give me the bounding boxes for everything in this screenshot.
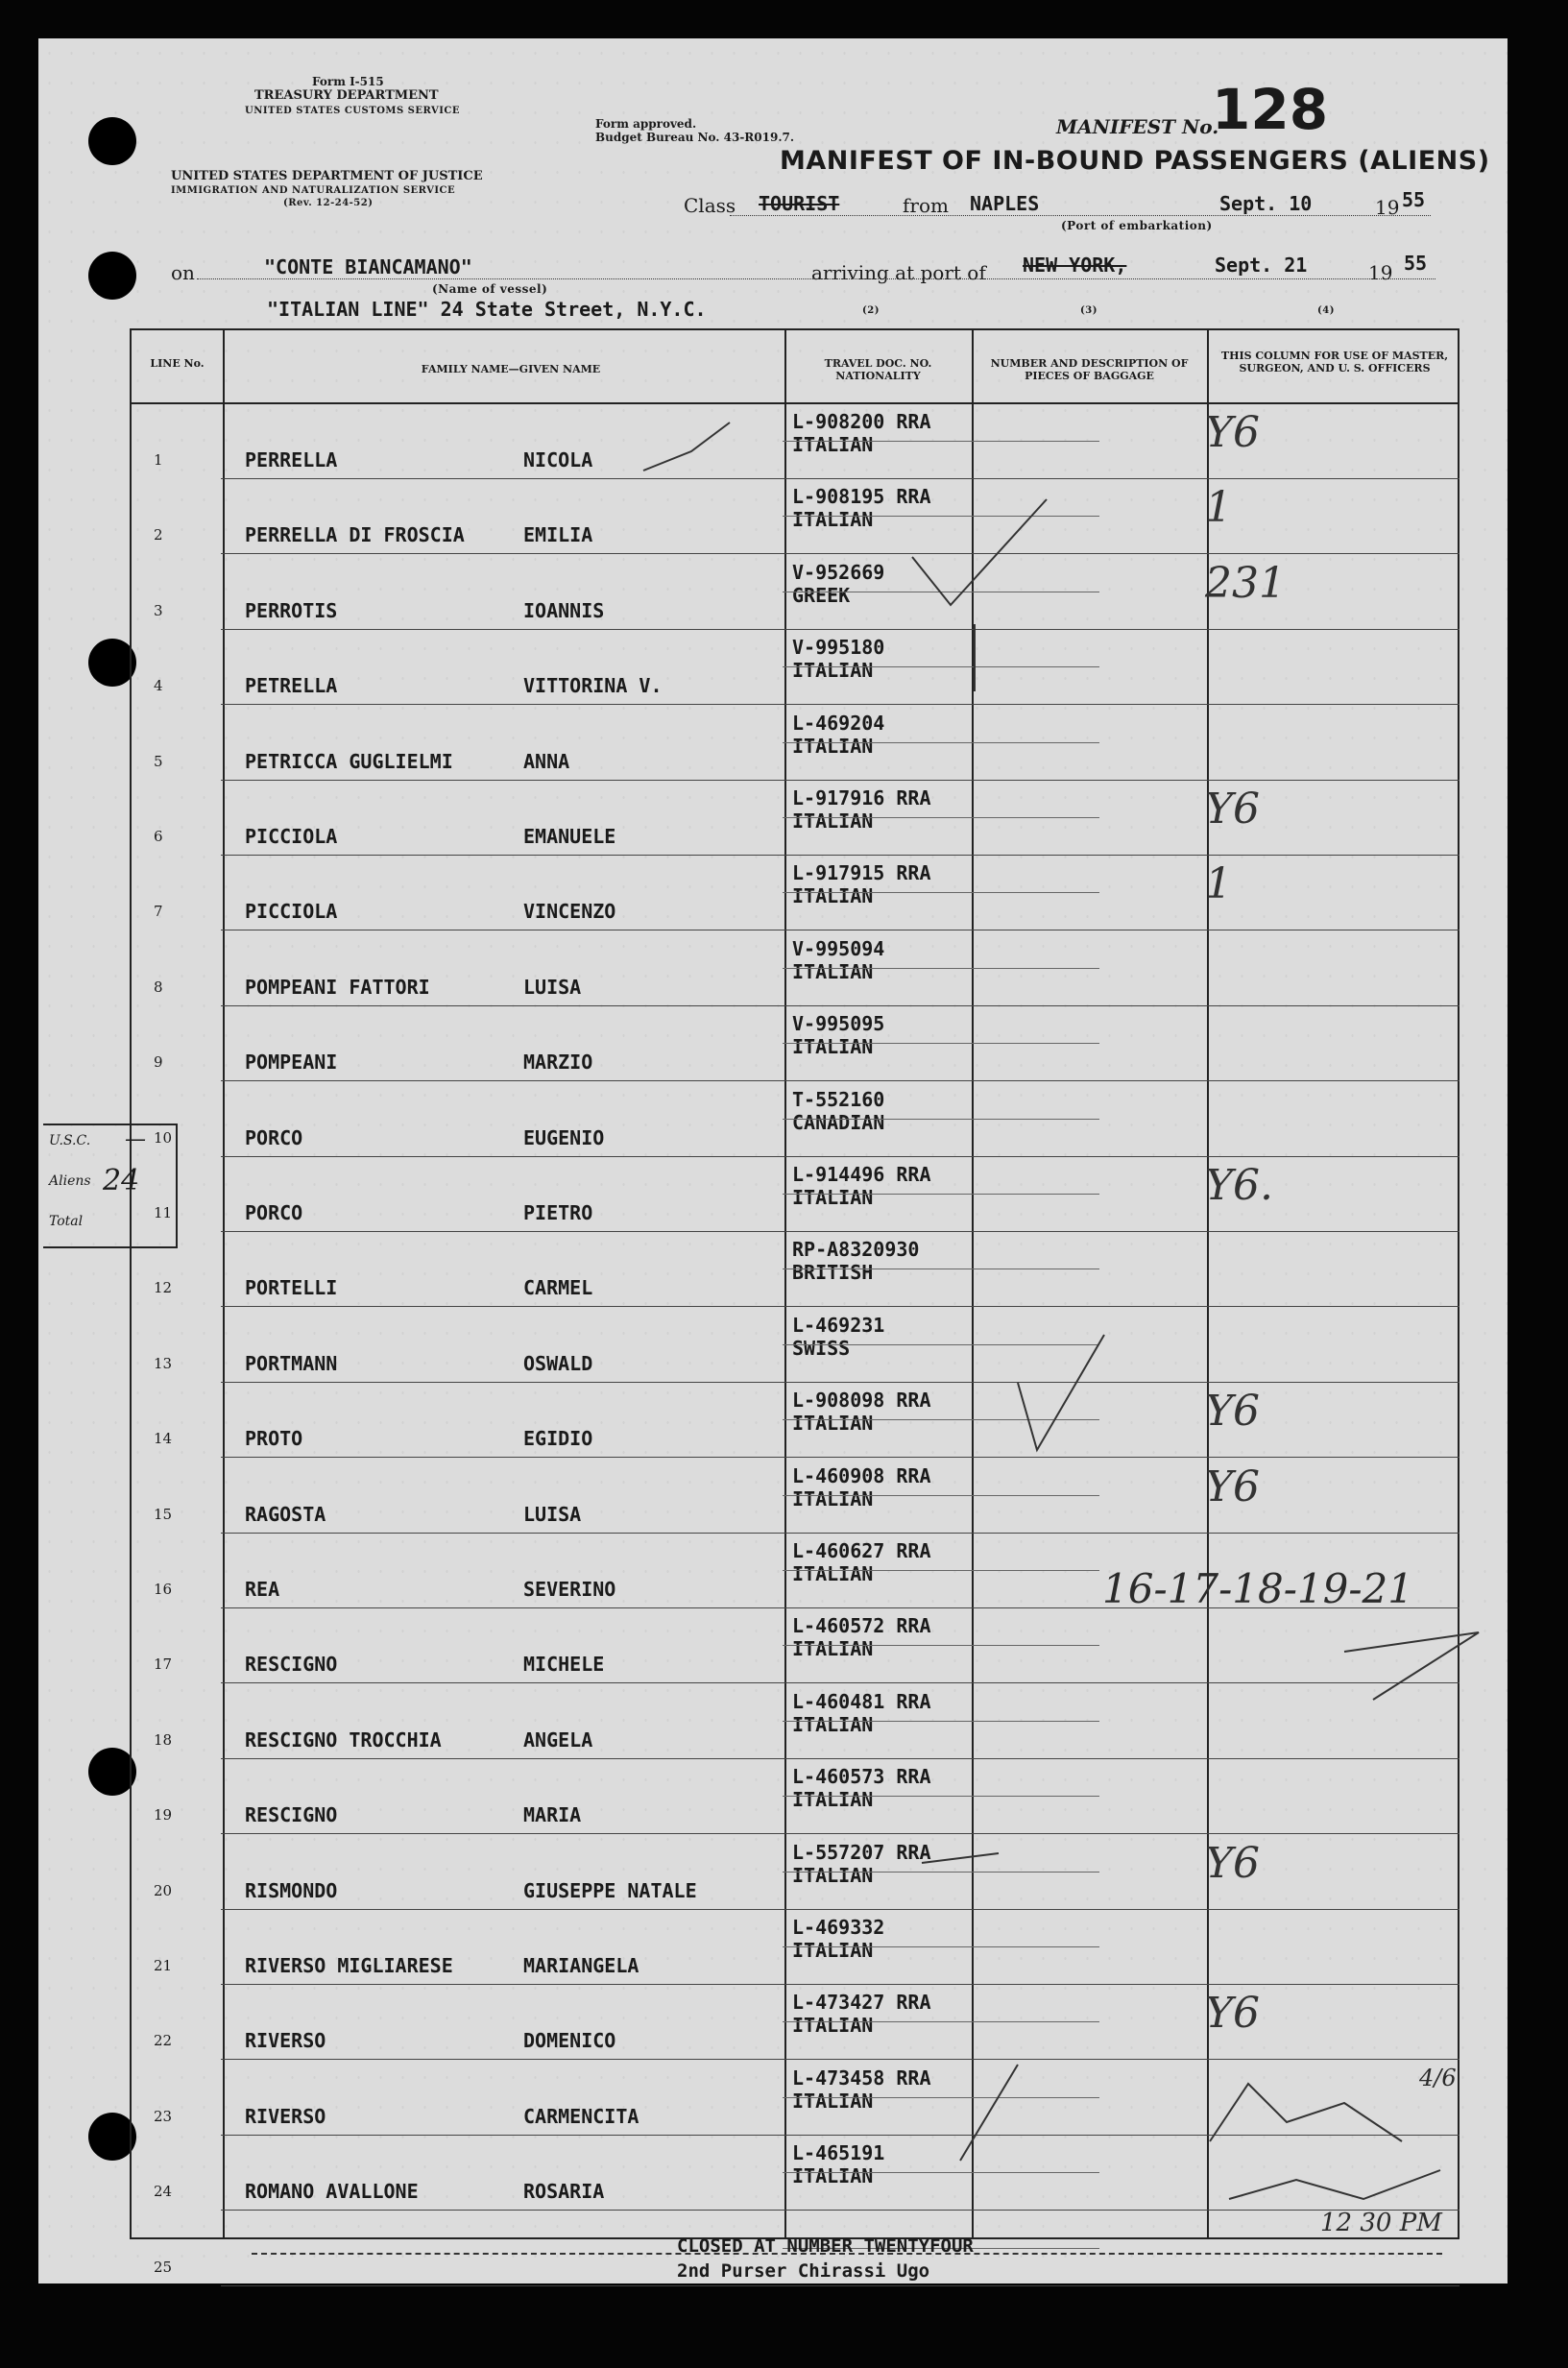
aliens-value: 24 [103,1164,140,1197]
class-value: TOURIST [759,192,840,215]
given-name: IOANNIS [523,598,605,622]
on-underline [197,278,1435,279]
row-subdivider [783,2097,1099,2098]
class-label: Class [684,194,736,217]
row-subdivider [783,968,1099,969]
punch-hole-2 [88,252,136,300]
family-name: RISMONDO [245,1878,338,1902]
line-number: 1 [154,451,163,469]
table-row [130,1458,1459,1534]
given-name: NICOLA [523,448,593,471]
line-number: 14 [154,1430,173,1448]
nationality: ITALIAN [792,1412,874,1436]
officer-mark: Y6 [1205,1462,1261,1511]
arrival-date: Sept. 21 [1215,254,1308,277]
family-name: ROMANO AVALLONE [245,2180,419,2204]
row-subdivider [783,1194,1099,1195]
table-row [130,403,1459,479]
aliens-label: Aliens [49,1173,91,1189]
table-row [130,705,1459,781]
given-name: DOMENICO [523,2029,616,2053]
travel-doc-number: RP-A8320930 [792,1238,920,1262]
officer-mark: 1 [1205,483,1232,533]
travel-doc-number: L-914496 RRA [792,1163,931,1186]
nationality: ITALIAN [792,1712,874,1736]
officer-mark: Y6 [1205,1838,1261,1888]
given-name: CARMEL [523,1276,593,1300]
given-name: ANGELA [523,1728,593,1752]
table-row [130,930,1459,1006]
dept-justice: UNITED STATES DEPARTMENT OF JUSTICE [171,169,483,183]
given-name: MARIA [523,1803,582,1827]
row-subdivider [783,1119,1099,1120]
row-subdivider [783,1419,1099,1420]
family-name: PORCO [245,1201,303,1224]
family-name: PORTMANN [245,1351,338,1375]
usc-value: — [125,1127,146,1151]
row-subdivider [783,1645,1099,1646]
table-row [130,554,1459,630]
travel-doc-number: V-995095 [792,1012,885,1036]
row-subdivider [783,2172,1099,2173]
family-name: POMPEANI FATTORI [245,975,430,999]
line-number: 17 [154,1655,173,1674]
arrival-port: NEW YORK, [1023,254,1127,277]
row-subdivider [783,1495,1099,1496]
line-number: 19 [154,1806,173,1824]
nationality: ITALIAN [792,433,874,456]
travel-doc-number: V-995094 [792,936,885,960]
table-row [130,1834,1459,1910]
travel-doc-number: V-995180 [792,636,885,660]
travel-doc-number: L-469204 [792,711,885,735]
on-label: on [171,261,195,284]
col-header-travel-doc: TRAVEL DOC. NO. NATIONALITY [824,357,932,382]
depart-year: 55 [1402,188,1426,211]
nationality: ITALIAN [792,1486,874,1510]
travel-doc-number: L-469231 [792,1313,885,1337]
col-header-name: FAMILY NAME—GIVEN NAME [421,363,601,375]
given-name: PIETRO [523,1201,593,1224]
travel-doc-number: L-908200 RRA [792,410,931,433]
given-name: LUISA [523,975,582,999]
arrival-year-prefix: 19 [1368,261,1393,284]
depart-year-prefix: 19 [1375,196,1400,219]
customs-service: UNITED STATES CUSTOMS SERVICE [245,106,460,116]
family-name: RIVERSO [245,2029,326,2053]
line-number: 22 [154,2032,173,2050]
handwritten-time-note: 12 30 PM [1320,2209,1442,2237]
row-subdivider [783,441,1099,442]
table-row [130,478,1459,554]
from-label: from [903,194,949,217]
col-num-4: (4) [1317,305,1335,316]
nationality: BRITISH [792,1261,874,1285]
row-subdivider [783,1570,1099,1571]
travel-doc-number: L-465191 [792,2141,885,2165]
manifest-number: 128 [1212,77,1329,142]
family-name: RESCIGNO TROCCHIA [245,1728,442,1752]
given-name: EMILIA [523,523,593,547]
travel-doc-number: L-917915 RRA [792,861,931,885]
line-number: 25 [154,2258,173,2276]
total-label: Total [49,1214,84,1229]
travel-doc-number: L-473427 RRA [792,1991,931,2015]
travel-doc-number: L-908098 RRA [792,1389,931,1413]
given-name: CARMENCITA [523,2104,639,2128]
class-underline [730,215,1431,216]
row-subdivider [783,1344,1099,1345]
given-name: EMANUELE [523,825,616,848]
table-row [130,1984,1459,2060]
line-number: 13 [154,1354,173,1372]
dept-treasury: TREASURY DEPARTMENT [254,88,439,103]
officer-mark: Y6. [1205,1161,1274,1210]
table-row [130,1231,1459,1307]
nationality: ITALIAN [792,1562,874,1585]
port-embarkation-caption: (Port of embarkation) [1061,219,1213,232]
family-name: PETRELLA [245,674,338,698]
depart-date: Sept. 10 [1219,192,1313,215]
row-divider [221,2285,1459,2286]
row-subdivider [783,1043,1099,1044]
nationality: ITALIAN [792,1939,874,1962]
given-name: MARIANGELA [523,1954,639,1977]
travel-doc-number: L-908195 RRA [792,485,931,509]
line-number: 8 [154,978,163,996]
given-name: ANNA [523,749,570,773]
family-name: REA [245,1578,280,1601]
col-header-line-no: LINE No. [150,357,205,370]
family-name: RESCIGNO [245,1803,338,1827]
nationality: ITALIAN [792,884,874,908]
manifest-title: MANIFEST OF IN-BOUND PASSENGERS (ALIENS) [780,146,1490,176]
officer-mark: Y6 [1205,785,1261,834]
form-revision: (Rev. 12-24-52) [283,198,374,208]
col-num-2: (2) [862,305,880,316]
given-name: GIUSEPPE NATALE [523,1878,697,1902]
nationality: ITALIAN [792,659,874,683]
travel-doc-number: T-552160 [792,1087,885,1111]
nationality: ITALIAN [792,959,874,983]
row-subdivider [783,666,1099,667]
family-name: RIVERSO [245,2104,326,2128]
row-subdivider [783,1872,1099,1873]
nationality: ITALIAN [792,508,874,532]
arriving-label: arriving at port of [811,261,986,284]
line-number: 23 [154,2107,173,2125]
nationality: ITALIAN [792,1863,874,1887]
travel-doc-number: V-952669 [792,560,885,584]
line-number: 18 [154,1730,173,1749]
table-row [130,1081,1459,1157]
table-row [130,629,1459,705]
travel-doc-number: L-460908 RRA [792,1463,931,1487]
line-number: 10 [154,1128,173,1147]
table-row [130,1005,1459,1081]
family-name: PERROTIS [245,598,338,622]
family-name: PICCIOLA [245,825,338,848]
travel-doc-number: L-473458 RRA [792,2066,931,2090]
officer-mark: 1 [1205,859,1232,909]
row-subdivider [783,1796,1099,1797]
family-name: RAGOSTA [245,1502,326,1526]
nationality: SWISS [792,1336,851,1360]
nationality: ITALIAN [792,1637,874,1661]
table-row [130,1156,1459,1232]
row-subdivider [783,2021,1099,2022]
family-name: RESCIGNO [245,1653,338,1677]
line-address: "ITALIAN LINE" 24 State Street, N.Y.C. [267,298,707,321]
family-name: PORTELLI [245,1276,338,1300]
officer-mark: Y6 [1205,408,1261,457]
nationality: ITALIAN [792,1788,874,1812]
row-subdivider [783,892,1099,893]
nationality: ITALIAN [792,1186,874,1209]
line-number: 20 [154,1881,173,1899]
given-name: MARZIO [523,1051,593,1075]
line-number: 12 [154,1279,173,1297]
purser-signature: 2nd Purser Chirassi Ugo [677,2260,930,2282]
nationality: ITALIAN [792,809,874,833]
table-row [130,855,1459,930]
closing-rule [252,2253,1442,2255]
travel-doc-number: L-460481 RRA [792,1689,931,1713]
family-name: PERRELLA [245,448,338,471]
vessel-name: "CONTE BIANCAMANO" [264,255,472,278]
handwritten-side-note: 4/6 [1419,2065,1457,2091]
nationality: ITALIAN [792,1035,874,1059]
punch-hole-1 [88,117,136,165]
nationality: ITALIAN [792,2014,874,2038]
officer-mark: Y6 [1205,1387,1261,1437]
line-number: 24 [154,2183,173,2201]
usc-aliens-box [43,1124,178,1248]
line-number: 3 [154,601,163,619]
row-subdivider [783,516,1099,517]
ins-service: IMMIGRATION AND NATURALIZATION SERVICE [171,185,456,196]
line-number: 2 [154,526,163,544]
travel-doc-number: L-557207 RRA [792,1840,931,1864]
table-row [130,780,1459,856]
travel-doc-number: L-460572 RRA [792,1614,931,1638]
family-name: PETRICCA GUGLIELMI [245,749,453,773]
family-name: PICCIOLA [245,900,338,924]
given-name: LUISA [523,1502,582,1526]
nationality: GREEK [792,583,851,607]
table-row [130,1909,1459,1985]
line-number: 21 [154,1957,173,1974]
row-subdivider [783,742,1099,743]
family-name: PERRELLA DI FROSCIA [245,523,465,547]
given-name: ROSARIA [523,2180,605,2204]
vessel-caption: (Name of vessel) [432,282,548,296]
form-number: Form I-515 [312,75,384,88]
line-number: 9 [154,1053,163,1072]
travel-doc-number: L-460573 RRA [792,1765,931,1789]
table-row [130,1307,1459,1383]
given-name: VITTORINA V. [523,674,663,698]
travel-doc-number: L-469332 [792,1916,885,1939]
line-number: 15 [154,1505,173,1523]
table-row [130,2135,1459,2211]
arrival-year: 55 [1404,252,1428,275]
given-name: VINCENZO [523,900,616,924]
family-name: PORCO [245,1125,303,1149]
given-name: EUGENIO [523,1125,605,1149]
family-name: POMPEANI [245,1051,338,1075]
handwritten-lines-note: 16-17-18-19-21 [1102,1565,1413,1612]
table-row [130,2060,1459,2136]
line-number: 7 [154,903,163,921]
closing-statement: CLOSED AT NUMBER TWENTYFOUR [677,2235,974,2257]
travel-doc-number: L-917916 RRA [792,786,931,809]
col-header-baggage: NUMBER AND DESCRIPTION OF PIECES OF BAGGAGE [990,357,1189,382]
row-subdivider [783,1721,1099,1722]
budget-bureau: Budget Bureau No. 43-R019.7. [595,131,795,144]
usc-label: U.S.C. [49,1133,91,1148]
row-subdivider [783,1946,1099,1947]
line-number: 11 [154,1204,173,1221]
given-name: OSWALD [523,1351,593,1375]
col-num-3: (3) [1080,305,1098,316]
nationality: ITALIAN [792,734,874,758]
travel-doc-number: L-460627 RRA [792,1539,931,1562]
nationality: ITALIAN [792,2164,874,2188]
given-name: EGIDIO [523,1427,593,1451]
table-row [130,1607,1459,1683]
family-name: PROTO [245,1427,303,1451]
table-row [130,1683,1459,1759]
officer-mark: Y6 [1205,1989,1261,2039]
nationality: ITALIAN [792,2089,874,2113]
line-number: 5 [154,752,163,770]
form-approved: Form approved. [595,117,697,131]
line-number: 4 [154,677,163,695]
table-row [130,1758,1459,1834]
family-name: RIVERSO MIGLIARESE [245,1954,453,1977]
from-value: NAPLES [970,192,1040,215]
given-name: MICHELE [523,1653,605,1677]
manifest-label: MANIFEST No. [1056,115,1219,138]
given-name: SEVERINO [523,1578,616,1601]
officer-mark: 231 [1205,558,1286,608]
row-subdivider [783,817,1099,818]
line-number: 16 [154,1581,173,1598]
line-number: 6 [154,828,163,845]
col-header-officers: THIS COLUMN FOR USE OF MASTER, SURGEON, AND U. S. OFFICERS [1220,350,1449,375]
nationality: CANADIAN [792,1110,885,1134]
table-row [130,1382,1459,1458]
